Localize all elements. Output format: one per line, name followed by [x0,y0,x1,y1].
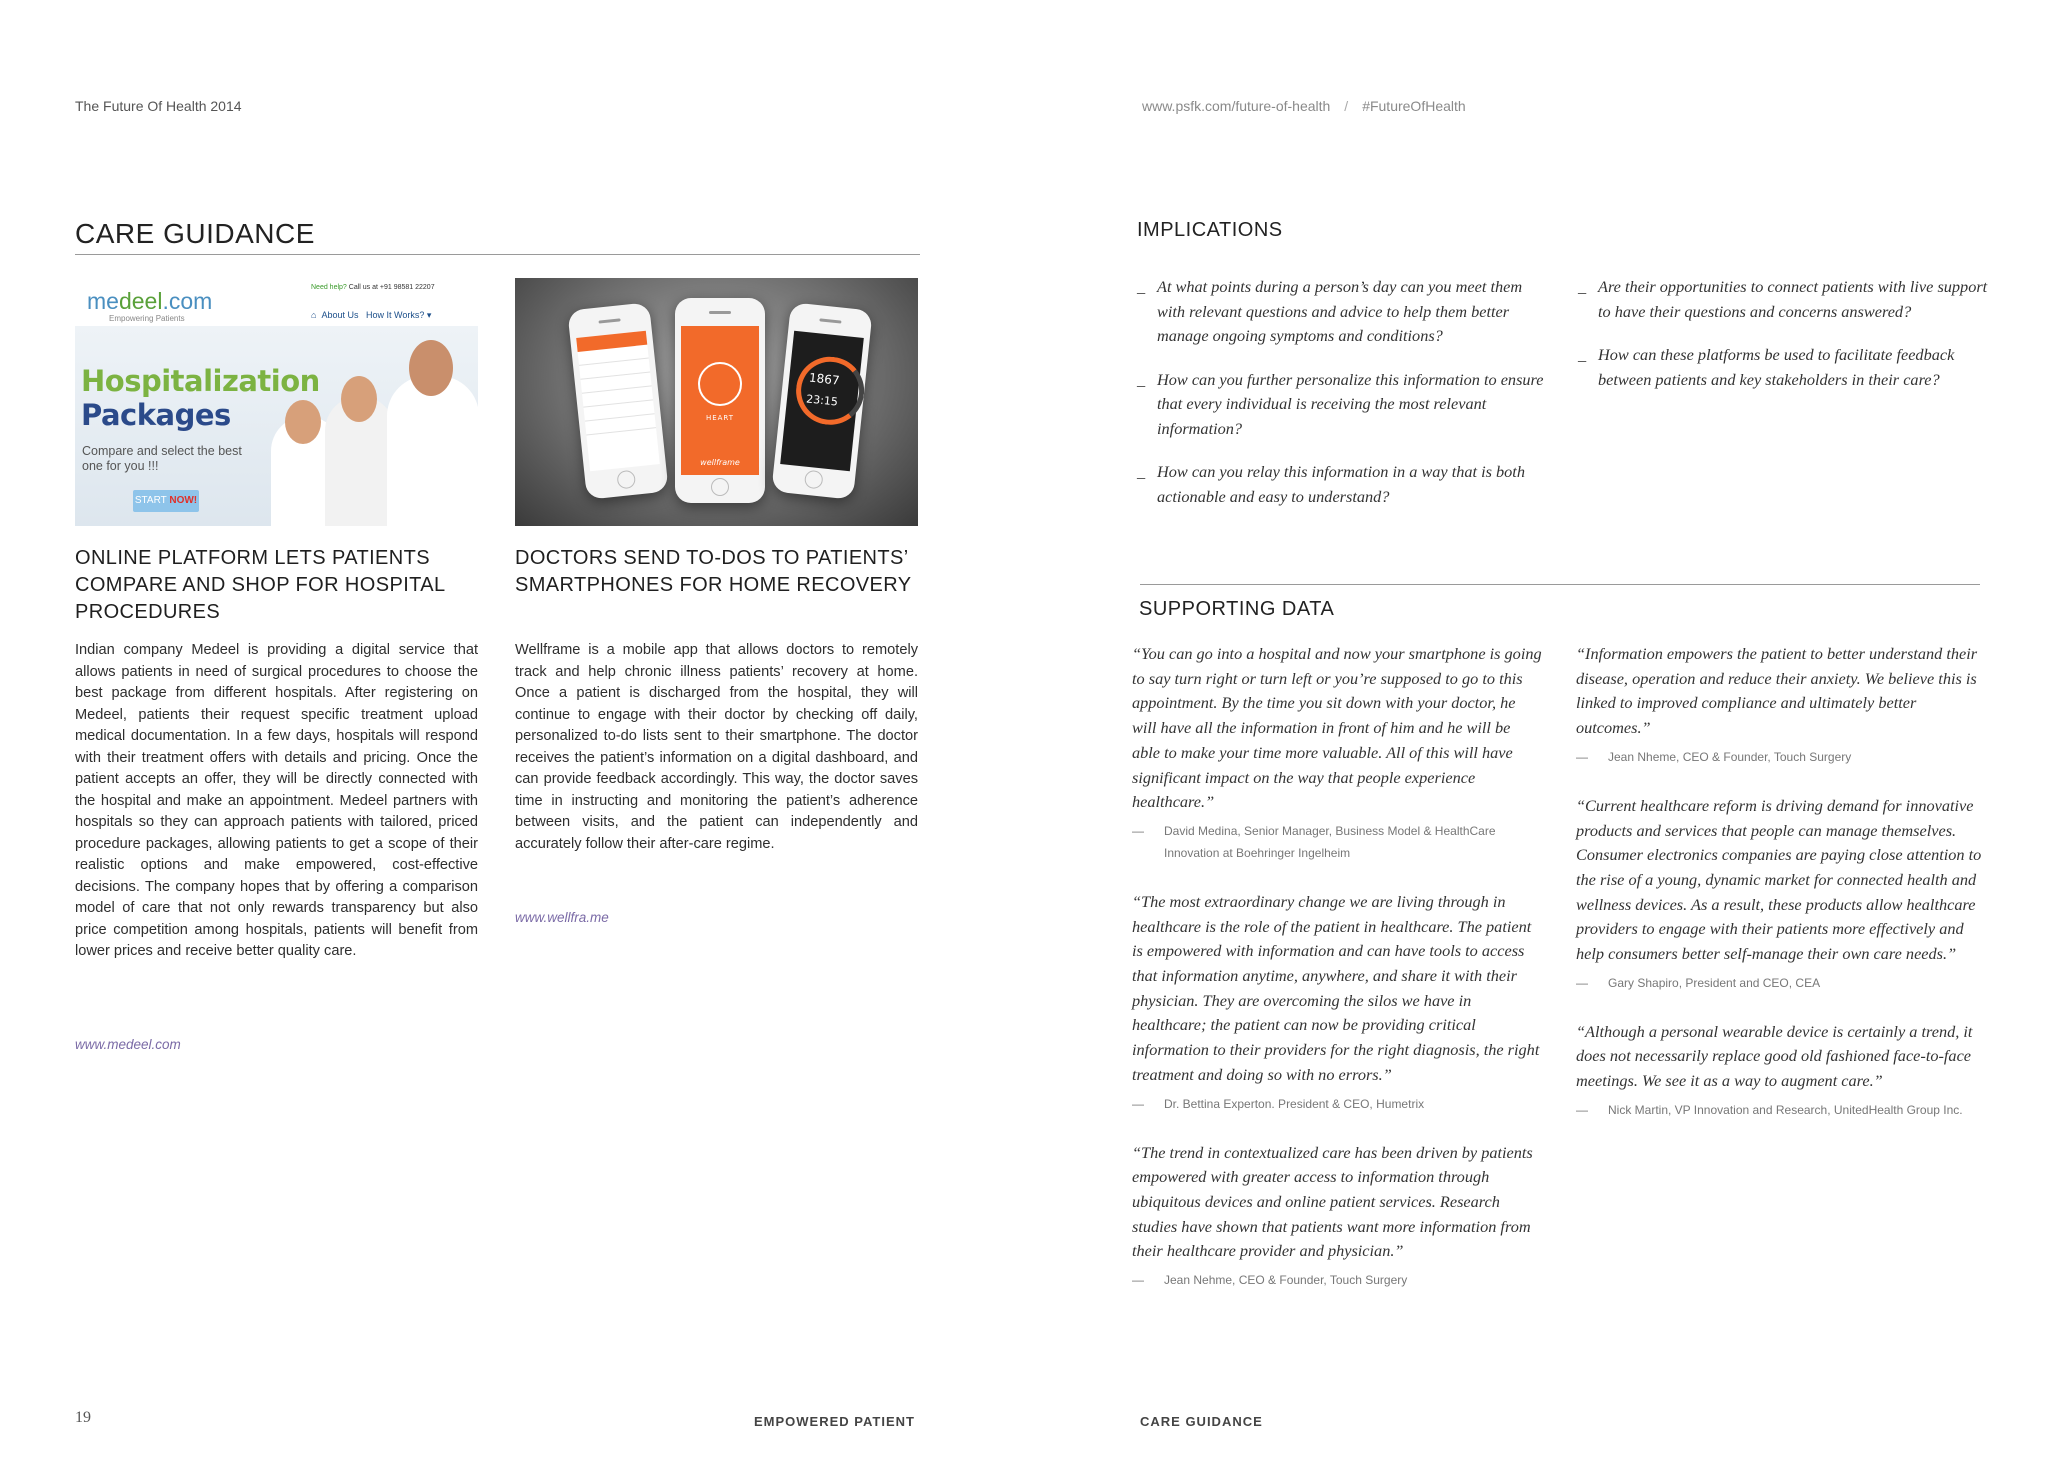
article-title: ONLINE PLATFORM LETS PATIENTS COMPARE AND SHOP FOR HOSPITAL PROCEDURES [75,547,445,623]
chevron-down-icon: ▾ [426,310,432,320]
quote-attribution: — David Medina, Senior Manager, Business Model & HealthCare Innovation at Boehringer Ingelheim [1132,823,1496,860]
implications-column-1 [1137,275,1549,528]
ad-nav: ⌂ About Us How It Works? ▾ [311,310,432,320]
ad-headline-2: Packages [81,398,231,432]
quote-attribution: — Jean Nehme, CEO & Founder, Touch Surgery [1132,1273,1408,1288]
ad-help-line: Need help? Call us at +91 98581 22207 [311,284,435,291]
supporting-data-heading: SUPPORTING DATA [1139,598,1335,620]
header-links [1142,98,1466,114]
quote [1132,890,1542,1115]
quote [1576,794,1986,994]
page-number: 19 [75,1409,91,1426]
phone-right [771,302,872,500]
wellframe-phones-image [515,278,918,526]
website-url[interactable]: www.psfk.com/future-of-health [1142,98,1331,114]
implication-question: _ At what points during a person’s day can you meet them with relevant questions and advice to help them better manage ongoing symptoms and conditions? [1137,277,1523,345]
article-body: Indian company Medeel is providing a digital service that allows patients in need of surgical procedures to choose the best package from different hospitals. After registering on Medeel, patients their request specific treatment upload medical documentation. In a few days, hospitals will respond with their treatment offers with details and pricing. Once the patient accepts an offer, they will be directly connected with the hospital and make an appointment. Medeel partners with hospitals so they can approach patients with tailored, priced procedure packages, allowing patients to get a scope of their realistic options and make empowered, cost-effective decisions. The company hopes that by offering a comparison model of care that not only rewards transparency but also price competition among hospitals, patients will benefit from lower prices and receive better quality care. [75,642,478,959]
article-body: Wellframe is a mobile app that allows doctors to remotely track and help chronic illness patients’ recovery at home. Once a patient is discharged from the hospital, they will continue to engage with their doctor by checking off daily, personalized to-do lists sent to their smartphone. The doctor receives the patient’s information on a digital dashboard, and can provide feedback accordingly. This way, the doctor saves time in instructing and monitoring the patient’s adherence between visits, and the patient can independently and accurately follow their after-care regime. [515,642,918,852]
timer-screen: 1867 23:15 [780,331,864,472]
section-divider [75,254,920,255]
implication-question: _ How can you relay this information in a way that is both actionable and easy to understand? [1137,462,1525,506]
ad-compare-text: Compare and select the best one for you !!! [82,444,242,473]
quotes-column-1 [1132,642,1542,1317]
quote-attribution: — Dr. Bettina Experton. President & CEO, Humetrix [1132,1096,1425,1111]
section-title: CARE GUIDANCE [75,218,315,249]
quote-text: “Although a personal wearable device is certainly a trend, it does not necessarily replace good old fashioned face-to-face meetings. We see it as a way to augment care.” [1576,1021,1973,1091]
implication-question: _ How can you further personalize this information to ensure that every individual is receiving the most relevant information? [1137,369,1544,438]
quote-attribution: — Gary Shapiro, President and CEO, CEA [1576,975,1821,990]
phone-left [567,302,668,500]
header-separator: / [1344,98,1349,114]
ad-start-button: START NOW! [133,490,199,512]
implications-column-2 [1578,275,1988,411]
phone-center [675,298,765,503]
medeel-ad-image [75,278,478,526]
ad-headline-1: Hospitalization [81,364,320,398]
hashtag[interactable]: #FutureOfHealth [1362,98,1466,114]
quote-text: “Current healthcare reform is driving demand for innovative products and services that people can manage themselves. Consumer electronics companies are paying close attention to the rise of a young, dynamic market for connected health and wellness devices. As a result, these products allow healthcare providers to engage with their patients more effectively and help consumers better self-manage their own care needs.” [1576,795,1982,964]
quote-text: “Information empowers the patient to better understand their disease, operation and reduce their anxiety. We believe this is linked to improved compliance and ultimately better outcomes.” [1576,644,1978,738]
quote [1576,1020,1986,1121]
heart-icon [698,362,742,406]
quote [1132,642,1542,864]
quote-text: “The most extraordinary change we are living through in healthcare is the role of the patient in healthcare. The patient is empowered with information and can have tools to access that information anytime, anywhere, and share it with their physician. They are overcoming the silos we have in healthcare; the patient can now be providing critical information to their providers for the right diagnosis, the right treatment and doing so with no errors.” [1132,891,1540,1084]
article-link[interactable]: www.wellfra.me [515,910,609,925]
quote-text: “You can go into a hospital and now your smartphone is going to say turn right or turn left or you’re supposed to go to this appointment. By the time you sit down with your doctor, he will have all the information in front of him and he will be able to make your time more valuable. All of this will have significant impact on the way that people experience healthcare.” [1132,644,1542,812]
footer-section-label: CARE GUIDANCE [1140,1414,1263,1429]
quote [1576,642,1986,768]
footer-section-label: EMPOWERED PATIENT [754,1414,915,1429]
medeel-logo: medeel.com [87,288,213,314]
article-title: DOCTORS SEND TO-DOS TO PATIENTS’ SMARTPHONES FOR HOME RECOVERY [515,547,912,596]
doctor-face [285,400,321,444]
implication-question: _ How can these platforms be used to facilitate feedback between patients and key stakeholders in their care? [1578,345,1955,389]
implication-question: _ Are their opportunities to connect patients with live support to have their questions and concerns answered? [1578,277,1988,321]
publication-title: The Future Of Health 2014 [75,98,242,114]
section-divider [1140,584,1980,585]
home-icon: ⌂ [311,310,317,320]
quotes-column-2 [1576,642,1986,1147]
article-link[interactable]: www.medeel.com [75,1037,181,1052]
quote-attribution: — Nick Martin, VP Innovation and Research, UnitedHealth Group Inc. [1576,1102,1963,1117]
doctor-face [409,340,453,396]
quote-attribution: — Jean Nheme, CEO & Founder, Touch Surgery [1576,749,1852,764]
implications-heading: IMPLICATIONS [1137,219,1283,241]
heart-screen: HEART wellframe [681,326,759,475]
progress-ring [793,353,868,428]
quote-text: “The trend in contextualized care has been driven by patients empowered with greater access to information through ubiquitous devices and online patient services. Research studies have shown that patients want more information from their healthcare provider and physician.” [1132,1142,1533,1261]
doctor-face [341,376,377,422]
doctor-figure [387,376,478,526]
todo-list-screen [576,331,660,472]
quote [1132,1141,1542,1292]
ad-tagline: Empowering Patients [109,314,185,323]
